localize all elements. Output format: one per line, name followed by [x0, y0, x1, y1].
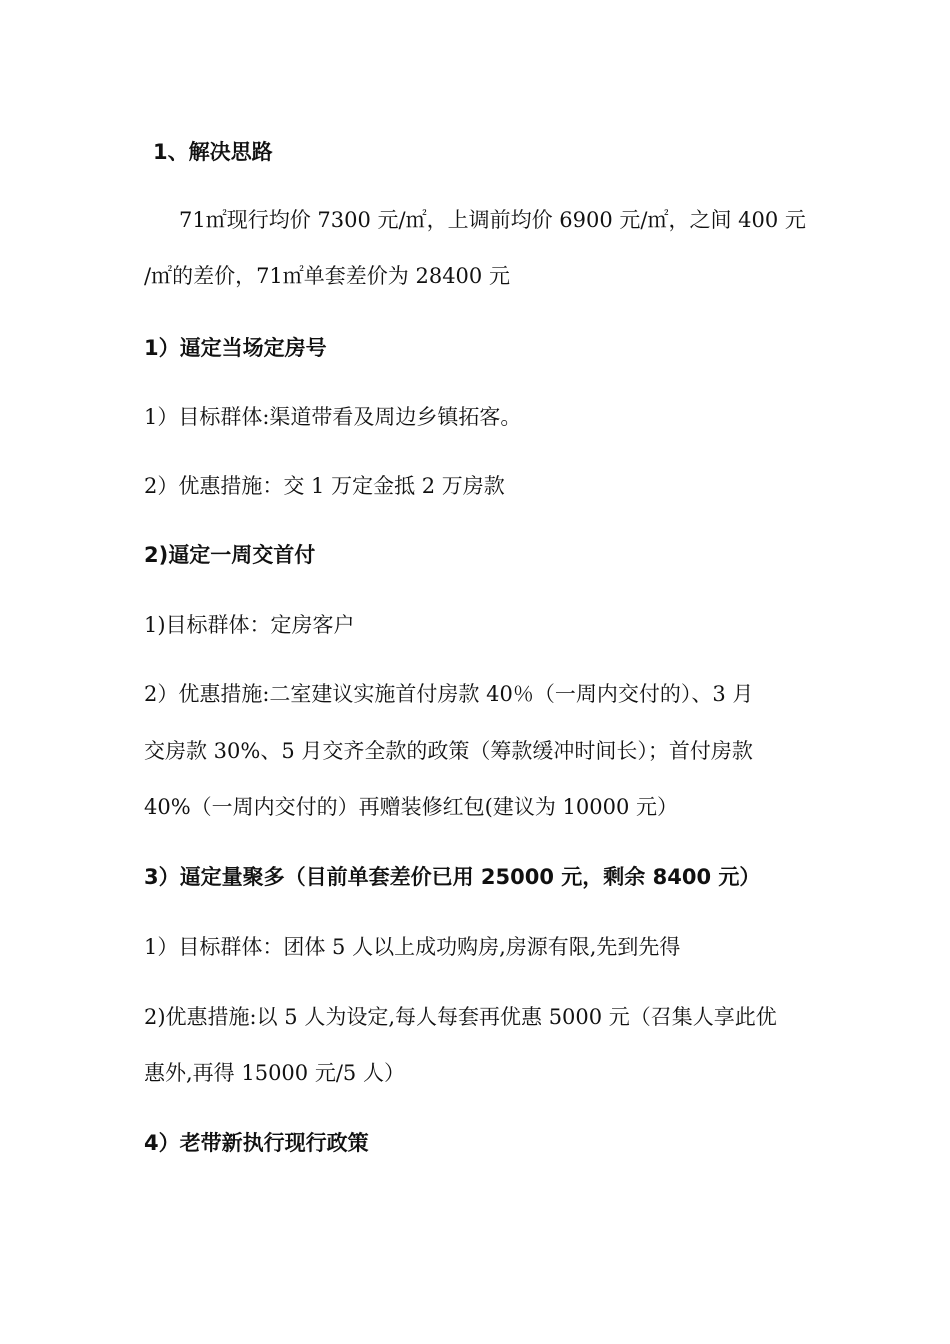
item-3-line-2: 2)优惠措施:以 5 人为设定,每人每套再优惠 5000 元（召集人享此优: [144, 1005, 777, 1029]
item-1-line-2: 2）优惠措施：交 1 万定金抵 2 万房款: [144, 474, 505, 498]
item-3-line-1: 1）目标群体：团体 5 人以上成功购房,房源有限,先到先得: [144, 935, 681, 959]
item-3-heading: 3）逼定量聚多（目前单套差价已用 25000 元，剩余 8400 元）: [144, 865, 761, 889]
intro-line-1: 71㎡现行均价 7300 元/㎡，上调前均价 6900 元/㎡，之间 400 元: [179, 208, 806, 232]
item-2-heading: 2)逼定一周交首付: [144, 543, 316, 567]
item-2-line-1: 1)目标群体：定房客户: [144, 613, 355, 637]
item-2-line-4: 40%（一周内交付的）再赠装修红包(建议为 10000 元）: [144, 795, 679, 819]
intro-line-2: /㎡的差价，71㎡单套差价为 28400 元: [144, 264, 510, 288]
section-title: 1、解决思路: [153, 140, 273, 164]
item-3-line-3: 惠外,再得 15000 元/5 人）: [144, 1061, 405, 1085]
item-2-line-3: 交房款 30%、5 月交齐全款的政策（筹款缓冲时间长）；首付房款: [144, 739, 753, 763]
item-4-heading: 4）老带新执行现行政策: [144, 1131, 369, 1155]
item-1-line-1: 1）目标群体:渠道带看及周边乡镇拓客。: [144, 405, 522, 429]
item-1-heading: 1）逼定当场定房号: [144, 336, 327, 360]
item-2-line-2: 2）优惠措施:二室建议实施首付房款 40％（一周内交付的）、3 月: [144, 682, 754, 706]
